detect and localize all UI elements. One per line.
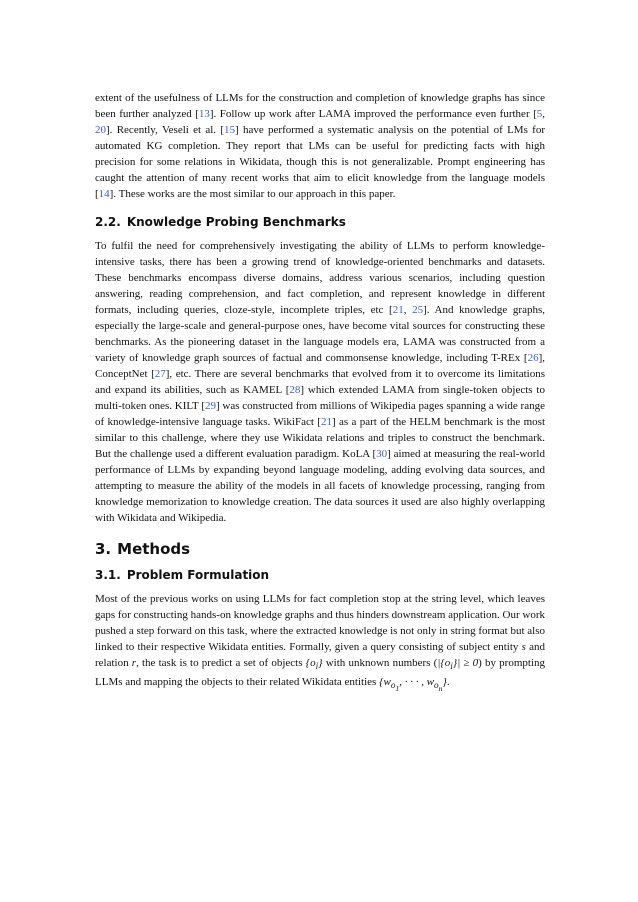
paragraph-related-work: extent of the usefulness of LLMs for the construction and completion of knowledge graphs has since been further analyzed [13]. Follow up work after LAMA improved the performance even further [5, 20]. Recently, Veseli et al. [15] have performed a systematic analysis on the potential of LMs for automated KG completion. They report that LMs can be useful for predicting facts with high precision for some relations in Wikidata, though this is not generalizable. Prompt engineering has caught the attention of many recent works that aim to elicit knowledge from the language models [14]. These works are the most similar to our approach in this paper. <box>95 92 545 200</box>
paragraph-problem-formulation: Most of the previous works on using LLMs for fact completion stop at the string level, which leaves gaps for constructing hands-on knowledge graphs and thus hinders downstream application. Our work pushed a step forward on this task, where the extracted knowledge is not only in string format but also linked to their respective Wikidata entities. Formally, given a query consisting of subject entity s and relation r, the task is to predict a set of objects $\{o_i\}$ with unknown numbers $(|\{o_i\}| \ge 0)$ by prompting LLMs and mapping the objects to their related Wikidata entities {$w_{o_1}$, · · · , $w_{o_n}$}. <box>95 593 545 694</box>
section-heading-3: 3. Methods <box>95 540 191 558</box>
citation-link[interactable]: 29 <box>205 400 216 412</box>
citation-link[interactable]: 15 <box>224 124 236 136</box>
citation-link[interactable]: 14 <box>98 188 110 200</box>
citation-link[interactable]: 20 <box>95 124 106 136</box>
citation-link[interactable]: 21 <box>392 304 404 316</box>
math-entity-set: {$w_{o_1}$, · · · , $w_{o_n}$} <box>379 676 447 694</box>
section-heading-2-2: 2.2. Knowledge Probing Benchmarks <box>95 215 346 229</box>
citation-link[interactable]: 21 <box>320 416 332 428</box>
paragraph-benchmarks: To fulfil the need for comprehensively investigating the ability of LLMs to perform knowledge-intensive tasks, there has been a growing trend of knowledge-oriented benchmarks and datasets. These benchmarks encompass diverse domains, address various scenarios, including question answering, reading comprehension, and fact completion, and represent knowledge in different formats, including queries, cloze-style, incomplete triples, etc [21, 25]. And knowledge graphs, especially the large-scale and general-purpose ones, have become vital sources for constructing these benchmarks. As the pioneering dataset in the language models era, LAMA was constructed from a variety of knowledge graph sources of factual and commonsense knowledge, including T-REx [26], ConceptNet [27], etc. There are several benchmarks that evolved from it to overcome its limitations and expand its abilities, such as KAMEL [28] which extended LAMA from single-token objects to multi-token ones. KILT [29] was constructed from millions of Wikipedia pages spanning a wide range of knowledge-intensive language tasks. WikiFact [21] as a part of the HELM benchmark is the most similar to this challenge, where they use Wikidata relations and triples to construct the benchmark. But the challenge used a different evaluation paradigm. KoLA [30] aimed at measuring the real-world performance of LLMs by expanding beyond language modeling, adding evolving data sources, and attempting to measure the ability of the models in all facets of knowledge processing, ranging from knowledge memorization to knowledge creation. The data sources it used are also highly overlapping with Wikidata and Wikipedia. <box>95 240 546 524</box>
citation-link[interactable]: 26 <box>527 352 539 364</box>
math-object-set: $\{o_i\}$ <box>305 657 323 672</box>
paper-page <box>95 90 545 697</box>
citation-link[interactable]: 28 <box>289 384 301 396</box>
citation-link[interactable]: 25 <box>412 304 424 316</box>
citation-link[interactable]: 5 <box>536 108 543 120</box>
citation-link[interactable]: 30 <box>376 448 388 460</box>
section-heading-3-1: 3.1. Problem Formulation <box>95 568 270 582</box>
math-relation: r <box>131 657 137 669</box>
math-subject: s <box>521 641 526 653</box>
citation-link[interactable]: 27 <box>154 368 166 380</box>
citation-link[interactable]: 13 <box>198 108 210 120</box>
math-cardinality: $|\{o_i\}| \ge 0$ <box>437 657 479 672</box>
